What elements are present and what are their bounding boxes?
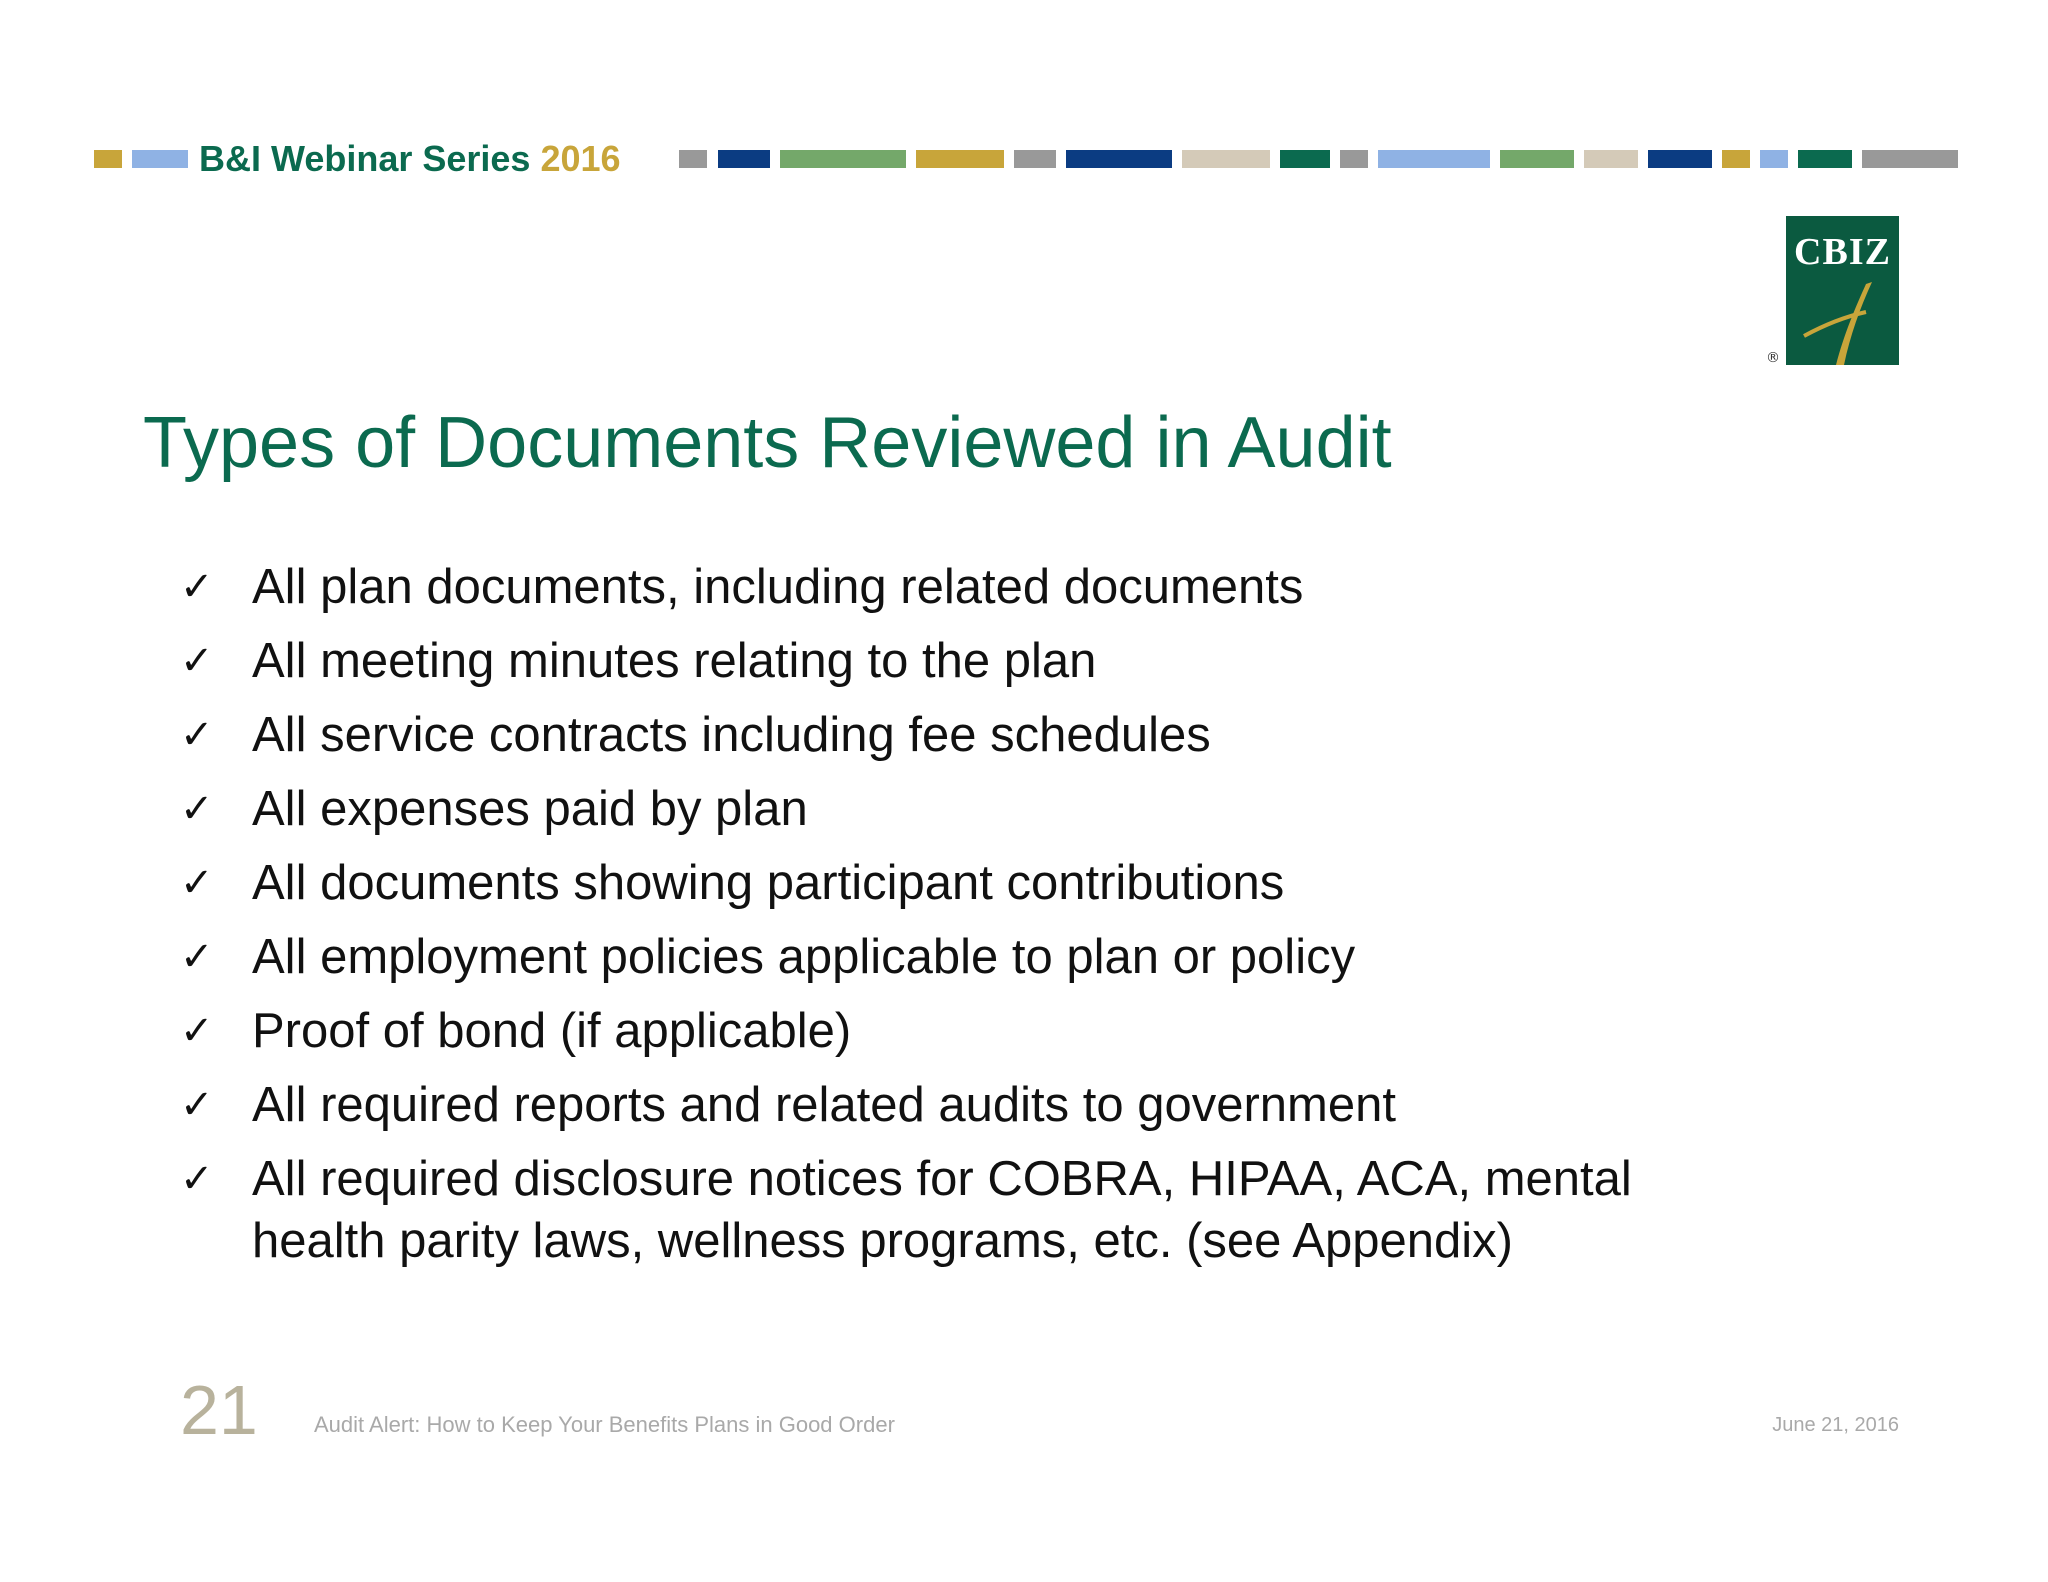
banner-series-name: B&I Webinar Series bbox=[199, 138, 531, 179]
banner-series-year: 2016 bbox=[540, 138, 621, 179]
banner-segment bbox=[780, 150, 906, 168]
banner-segment bbox=[916, 150, 1004, 168]
bullet-text: All meeting minutes relating to the plan bbox=[252, 634, 1097, 688]
banner-segment bbox=[94, 150, 122, 168]
checkmark-icon: ✓ bbox=[180, 934, 214, 980]
slide-title: Types of Documents Reviewed in Audit bbox=[143, 403, 1392, 483]
bullet-item bbox=[180, 630, 1740, 692]
bullet-text: All required reports and related audits to government bbox=[252, 1078, 1396, 1132]
bullet-text: All plan documents, including related documents bbox=[252, 560, 1304, 614]
banner-segment bbox=[1066, 150, 1172, 168]
bullet-item bbox=[180, 778, 1740, 840]
bullet-item bbox=[180, 926, 1740, 988]
bullet-text: All required disclosure notices for COBRA, HIPAA, ACA, mental health parity laws, wellness programs, etc. (see Appendix) bbox=[252, 1152, 1632, 1268]
footer-date: June 21, 2016 bbox=[1772, 1414, 1899, 1436]
banner-segment bbox=[1182, 150, 1270, 168]
bullet-text: All service contracts including fee schedules bbox=[252, 708, 1211, 762]
checkmark-icon: ✓ bbox=[180, 860, 214, 906]
checkmark-icon: ✓ bbox=[180, 1156, 214, 1202]
banner-segment bbox=[1722, 150, 1750, 168]
bullet-item bbox=[180, 1148, 1740, 1272]
bullet-text: All documents showing participant contributions bbox=[252, 856, 1285, 910]
banner-segment bbox=[132, 150, 188, 168]
banner-segment bbox=[1760, 150, 1788, 168]
bullet-item bbox=[180, 556, 1740, 618]
banner-segment bbox=[718, 150, 770, 168]
checkmark-icon: ✓ bbox=[180, 786, 214, 832]
bullet-list bbox=[180, 556, 1740, 1284]
banner-segment bbox=[1014, 150, 1056, 168]
banner-series-label bbox=[199, 139, 621, 179]
checkmark-icon: ✓ bbox=[180, 638, 214, 684]
checkmark-icon: ✓ bbox=[180, 1008, 214, 1054]
cbiz-logo bbox=[1786, 216, 1899, 365]
banner-segment bbox=[1648, 150, 1712, 168]
checkmark-icon: ✓ bbox=[180, 564, 214, 610]
banner-segment bbox=[1584, 150, 1638, 168]
checkmark-icon: ✓ bbox=[180, 1082, 214, 1128]
bullet-item bbox=[180, 704, 1740, 766]
bullet-item bbox=[180, 1074, 1740, 1136]
banner-segment bbox=[1798, 150, 1852, 168]
bullet-text: All expenses paid by plan bbox=[252, 782, 808, 836]
banner-segment bbox=[1378, 150, 1490, 168]
banner-segment bbox=[1862, 150, 1958, 168]
bullet-item bbox=[180, 852, 1740, 914]
bullet-text: Proof of bond (if applicable) bbox=[252, 1004, 852, 1058]
banner-segment bbox=[679, 150, 707, 168]
bullet-item bbox=[180, 1000, 1740, 1062]
bullet-text: All employment policies applicable to plan or policy bbox=[252, 930, 1356, 984]
header-banner bbox=[94, 139, 1964, 179]
banner-segment bbox=[1340, 150, 1368, 168]
checkmark-icon: ✓ bbox=[180, 712, 214, 758]
footer-presentation-title: Audit Alert: How to Keep Your Benefits Plans in Good Order bbox=[314, 1412, 895, 1437]
registered-mark: ® bbox=[1766, 350, 1780, 366]
banner-segment bbox=[1280, 150, 1330, 168]
banner-segment bbox=[1500, 150, 1574, 168]
logo-text: CBIZ bbox=[1794, 231, 1891, 273]
page-number: 21 bbox=[180, 1371, 258, 1449]
